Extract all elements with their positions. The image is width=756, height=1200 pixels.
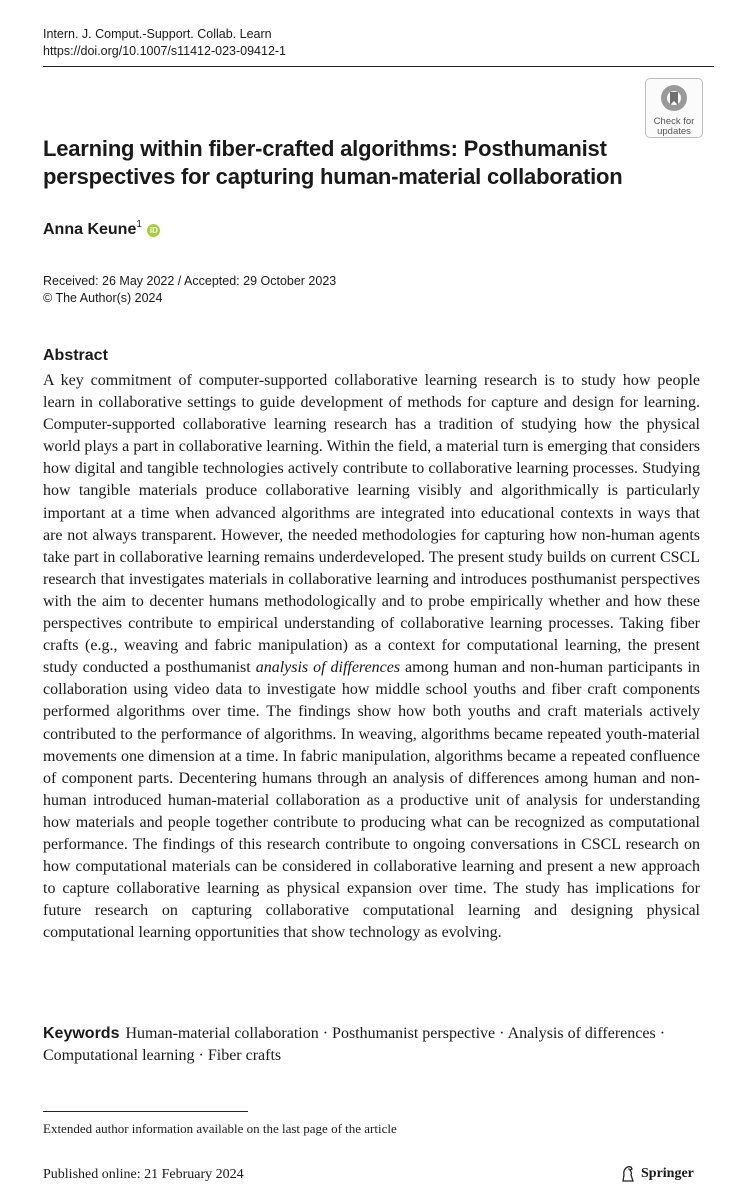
check-for-updates-badge[interactable] bbox=[645, 78, 703, 138]
abstract-body bbox=[43, 370, 700, 944]
journal-header bbox=[43, 26, 286, 60]
springer-horse-icon bbox=[619, 1165, 637, 1183]
publisher-logo bbox=[619, 1165, 694, 1183]
abstract-text-2: among human and non-human participants in collaboration using video data to investigate how middle school youths and fiber craft components performed algorithms over time. The findings show how both youths and craft materials actively contributed to the performance of algorithms. In weaving, algorithms became repeated youth-material movements one dimension at a time. In fabric manipulation, algorithms became a repeated confluence of component parts. Decentering humans through an analysis of differences among human and non-human introduced human-material collaboration as a productive unit of analysis for understanding how materials and people together contribute to producing what can be recognized as computational performance. The findings of this research contribute to ongoing conversations in CSCL research on how computational materials can be considered in collaborative learning and present a new approach to capture collaborative learning as physical expansion over time. The study has implications for future research on capturing collaborative computational learning and designing physical computational learning opportunities that show technology as evolving. bbox=[43, 659, 700, 942]
footnote: Extended author information available on the last page of the article bbox=[43, 1121, 397, 1136]
abstract-heading: Abstract bbox=[43, 347, 108, 364]
journal-name: Intern. J. Comput.-Support. Collab. Learn bbox=[43, 27, 272, 41]
keywords-list: Human-material collaboration · Posthumanist perspective · Analysis of differences · Computational learning · Fiber crafts bbox=[43, 1025, 666, 1064]
abstract-emphasis: analysis of differences bbox=[255, 659, 401, 677]
author-name: Anna Keune bbox=[43, 221, 137, 238]
check-updates-line2: updates bbox=[657, 126, 691, 137]
check-updates-icon bbox=[658, 83, 690, 113]
author-line bbox=[43, 221, 160, 239]
article-dates bbox=[43, 273, 336, 307]
header-divider bbox=[43, 66, 714, 67]
footnote-divider bbox=[43, 1111, 248, 1112]
keywords bbox=[43, 1023, 700, 1067]
affiliation-mark: 1 bbox=[136, 219, 142, 230]
abstract-text-1: A key commitment of computer-supported collaborative learning research is to study how people learn in collaborative settings to guide development of methods for capture and design for learning. Computer-supported collaborative learning research has a tradition of studying how the physical world plays a part in collaborative learning. Within the field, a material turn is emerging that considers how digital and tangible technologies actively contribute to collaborative learning processes. Studying how tangible materials produce collaborative learning visibly and algorithmically is particularly important at a time when advanced algorithms are integrated into educational contexts in ways that are not always transparent. However, the needed methodologies for capturing how non-human agents take part in collaborative learning remains underdeveloped. The present study builds on current CSCL research that investigates materials in collaborative learning and introduces posthumanist perspectives with the aim to decenter humans methodologically and to probe empirically whether and how these perspectives contribute to empirical understanding of collaborative learning processes. Taking fiber crafts (e.g., weaving and fabric manipulation) as a context for computational learning, the present study conducted a posthumanist bbox=[43, 372, 700, 677]
orcid-icon[interactable]: iD bbox=[147, 224, 160, 237]
doi-link[interactable]: https://doi.org/10.1007/s11412-023-09412-1 bbox=[43, 44, 287, 58]
publisher-name: Springer bbox=[641, 1166, 694, 1181]
received-accepted: Received: 26 May 2022 / Accepted: 29 October 2023 bbox=[43, 274, 337, 288]
check-updates-line1: Check for bbox=[653, 116, 695, 127]
keywords-label: Keywords bbox=[43, 1025, 120, 1042]
article-title: Learning within fiber-crafted algorithms: Posthumanist perspectives for capturing human-material collaboration bbox=[43, 136, 623, 189]
published-date: Published online: 21 February 2024 bbox=[43, 1167, 244, 1182]
copyright: © The Author(s) 2024 bbox=[43, 291, 163, 305]
